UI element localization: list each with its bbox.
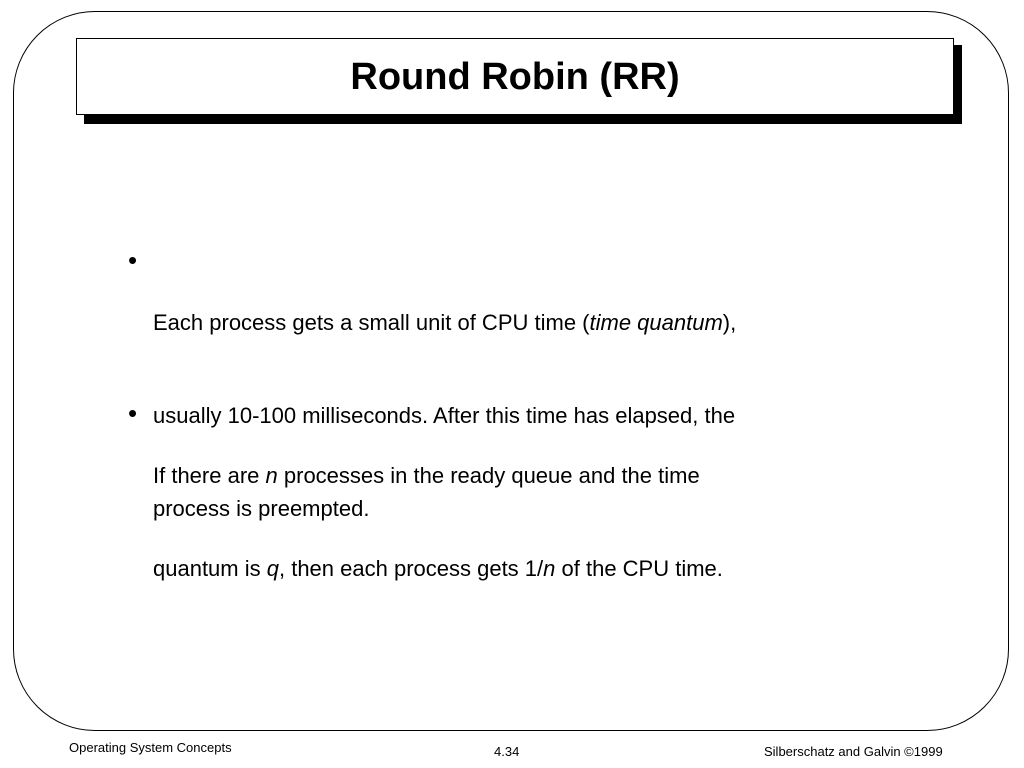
bullet-line	[153, 307, 736, 338]
bullet-dot: •	[128, 398, 138, 428]
bullet-dot: •	[128, 245, 138, 275]
footer-course-title: Operating System Concepts	[69, 740, 232, 755]
bullet-line: process is preempted.	[153, 496, 370, 521]
text-run: processes in the ready queue and the time	[277, 463, 700, 488]
text-run: Each process gets a small unit of CPU time (	[153, 310, 590, 335]
emphasis-variable: n	[265, 463, 278, 488]
text-run: If there are	[153, 463, 266, 488]
bullet-line: usually 10-100 milliseconds. After this time has elapsed, the	[153, 403, 736, 428]
bullet-item-cpu-share	[128, 398, 828, 646]
text-run: , then each process gets 1/	[278, 556, 544, 581]
bullet-line	[153, 460, 723, 491]
text-run: of the CPU time.	[555, 556, 723, 581]
emphasis-term: time quantum	[589, 310, 723, 335]
slide-title: Round Robin (RR)	[350, 56, 680, 98]
footer-copyright: Silberschatz and Galvin ©1999	[764, 744, 943, 759]
emphasis-variable: q	[266, 556, 279, 581]
text-run: quantum is	[153, 556, 267, 581]
emphasis-variable: n	[543, 556, 556, 581]
bullet-line	[153, 553, 723, 584]
title-box	[76, 38, 954, 115]
bullet-text	[153, 398, 723, 646]
footer-page-number: 4.34	[494, 744, 520, 759]
text-run: ),	[722, 310, 737, 335]
